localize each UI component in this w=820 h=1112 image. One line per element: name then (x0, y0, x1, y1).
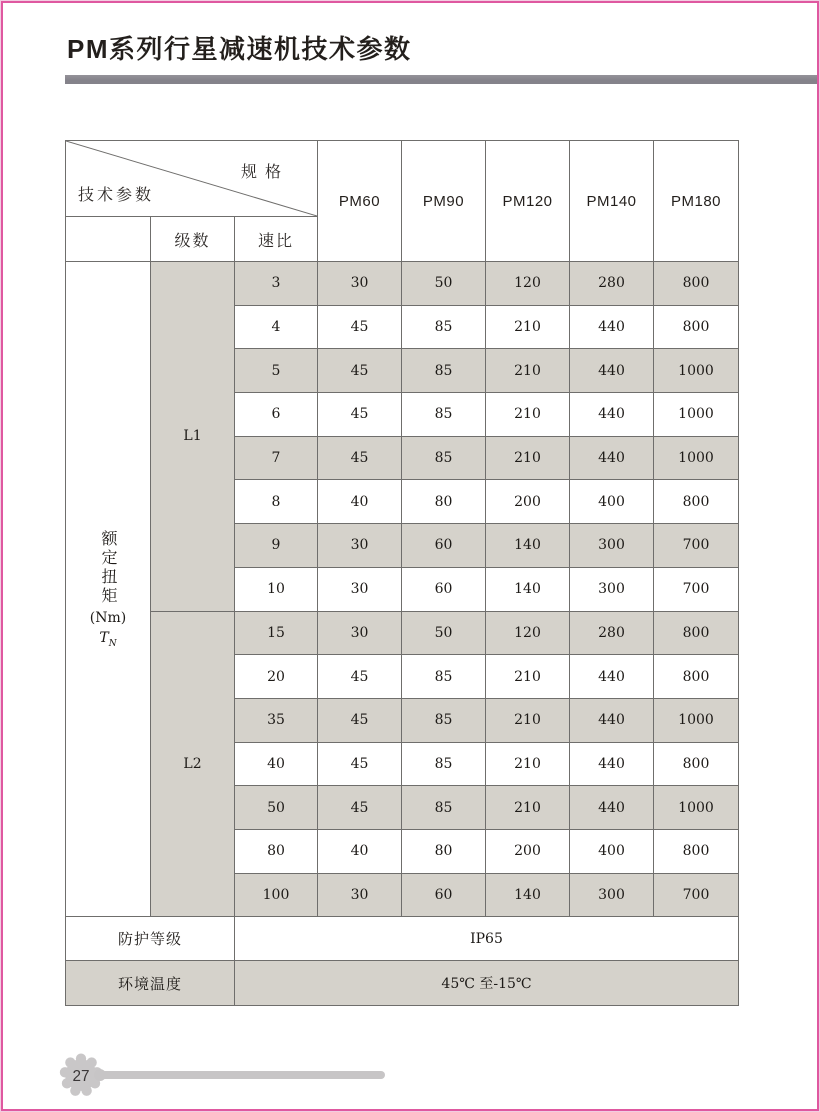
value-cell: 210 (486, 437, 569, 480)
value-cell: 800 (654, 655, 738, 698)
value-cell: 800 (654, 830, 738, 873)
value-cell: 280 (570, 612, 653, 655)
value-cell: 40 (318, 480, 401, 523)
value-cell: 280 (570, 262, 653, 305)
ratio-cell: 10 (235, 568, 317, 611)
value-cell: 50 (402, 262, 485, 305)
ratio-cell: 15 (235, 612, 317, 655)
ambient-temperature-value: 45℃ 至-15℃ (235, 961, 738, 1005)
stage-cell-L2: L2 (151, 612, 234, 917)
torque-label-vertical: 额定扭矩 (99, 529, 118, 606)
page-footer (3, 1043, 817, 1103)
corner-header-cell (66, 141, 317, 216)
value-cell: 45 (318, 655, 401, 698)
value-cell: 200 (486, 480, 569, 523)
value-cell: 40 (318, 830, 401, 873)
value-cell: 85 (402, 437, 485, 480)
value-cell: 85 (402, 786, 485, 829)
column-header-pm140: PM140 (570, 141, 653, 261)
column-header-pm180: PM180 (654, 141, 738, 261)
value-cell: 700 (654, 524, 738, 567)
ratio-cell: 50 (235, 786, 317, 829)
ratio-cell: 8 (235, 480, 317, 523)
value-cell: 800 (654, 306, 738, 349)
ratio-cell: 20 (235, 655, 317, 698)
value-cell: 440 (570, 349, 653, 392)
row-label-ambient-temperature: 环境温度 (66, 961, 234, 1005)
ratio-cell: 40 (235, 743, 317, 786)
value-cell: 140 (486, 568, 569, 611)
footer-divider-line (99, 1071, 385, 1079)
value-cell: 440 (570, 655, 653, 698)
value-cell: 85 (402, 655, 485, 698)
value-cell: 1000 (654, 393, 738, 436)
value-cell: 400 (570, 830, 653, 873)
value-cell: 800 (654, 743, 738, 786)
value-cell: 400 (570, 480, 653, 523)
value-cell: 120 (486, 262, 569, 305)
value-cell: 50 (402, 612, 485, 655)
column-header-pm120: PM120 (486, 141, 569, 261)
page-title: PM系列行星减速机技术参数 (67, 34, 412, 64)
value-cell: 45 (318, 699, 401, 742)
corner-label-params: 技术参数 (78, 187, 155, 204)
ratio-cell: 4 (235, 306, 317, 349)
value-cell: 30 (318, 568, 401, 611)
column-header-pm90: PM90 (402, 141, 485, 261)
value-cell: 300 (570, 874, 653, 917)
protection-class-value: IP65 (235, 917, 738, 960)
value-cell: 45 (318, 349, 401, 392)
value-cell: 210 (486, 699, 569, 742)
value-cell: 85 (402, 393, 485, 436)
ratio-cell: 6 (235, 393, 317, 436)
value-cell: 800 (654, 480, 738, 523)
spec-table (65, 140, 739, 1006)
ratio-cell: 3 (235, 262, 317, 305)
value-cell: 45 (318, 743, 401, 786)
column-header-pm60: PM60 (318, 141, 401, 261)
value-cell: 1000 (654, 786, 738, 829)
blank-header-cell (66, 217, 150, 261)
document-page (1, 1, 819, 1111)
value-cell: 30 (318, 524, 401, 567)
value-cell: 45 (318, 437, 401, 480)
page-number: 27 (72, 1067, 90, 1085)
value-cell: 200 (486, 830, 569, 873)
column-header-ratio: 速比 (235, 217, 317, 261)
value-cell: 60 (402, 524, 485, 567)
value-cell: 1000 (654, 437, 738, 480)
value-cell: 30 (318, 874, 401, 917)
ratio-cell: 80 (235, 830, 317, 873)
value-cell: 140 (486, 524, 569, 567)
value-cell: 60 (402, 568, 485, 611)
value-cell: 210 (486, 306, 569, 349)
value-cell: 700 (654, 874, 738, 917)
stage-cell-L1: L1 (151, 262, 234, 611)
value-cell: 440 (570, 393, 653, 436)
ratio-cell: 100 (235, 874, 317, 917)
value-cell: 440 (570, 743, 653, 786)
value-cell: 210 (486, 349, 569, 392)
ratio-cell: 9 (235, 524, 317, 567)
value-cell: 30 (318, 612, 401, 655)
value-cell: 210 (486, 743, 569, 786)
value-cell: 800 (654, 612, 738, 655)
value-cell: 300 (570, 524, 653, 567)
value-cell: 440 (570, 699, 653, 742)
value-cell: 45 (318, 786, 401, 829)
value-cell: 140 (486, 874, 569, 917)
value-cell: 800 (654, 262, 738, 305)
ratio-cell: 5 (235, 349, 317, 392)
value-cell: 60 (402, 874, 485, 917)
value-cell: 440 (570, 306, 653, 349)
value-cell: 1000 (654, 349, 738, 392)
value-cell: 1000 (654, 699, 738, 742)
row-label-rated-torque (66, 262, 150, 916)
value-cell: 120 (486, 612, 569, 655)
column-header-stage: 级数 (151, 217, 234, 261)
value-cell: 210 (486, 655, 569, 698)
value-cell: 80 (402, 830, 485, 873)
value-cell: 80 (402, 480, 485, 523)
torque-symbol: $T_N$ (99, 629, 117, 649)
title-underline-bar (65, 75, 817, 84)
value-cell: 300 (570, 568, 653, 611)
value-cell: 210 (486, 786, 569, 829)
ratio-cell: 35 (235, 699, 317, 742)
value-cell: 440 (570, 786, 653, 829)
value-cell: 85 (402, 743, 485, 786)
value-cell: 440 (570, 437, 653, 480)
value-cell: 210 (486, 393, 569, 436)
value-cell: 85 (402, 699, 485, 742)
value-cell: 45 (318, 306, 401, 349)
value-cell: 30 (318, 262, 401, 305)
torque-unit: (Nm) (89, 609, 127, 626)
row-label-protection-class: 防护等级 (66, 917, 234, 960)
value-cell: 85 (402, 306, 485, 349)
value-cell: 85 (402, 349, 485, 392)
value-cell: 45 (318, 393, 401, 436)
value-cell: 700 (654, 568, 738, 611)
ratio-cell: 7 (235, 437, 317, 480)
corner-label-spec: 规格 (240, 164, 289, 181)
